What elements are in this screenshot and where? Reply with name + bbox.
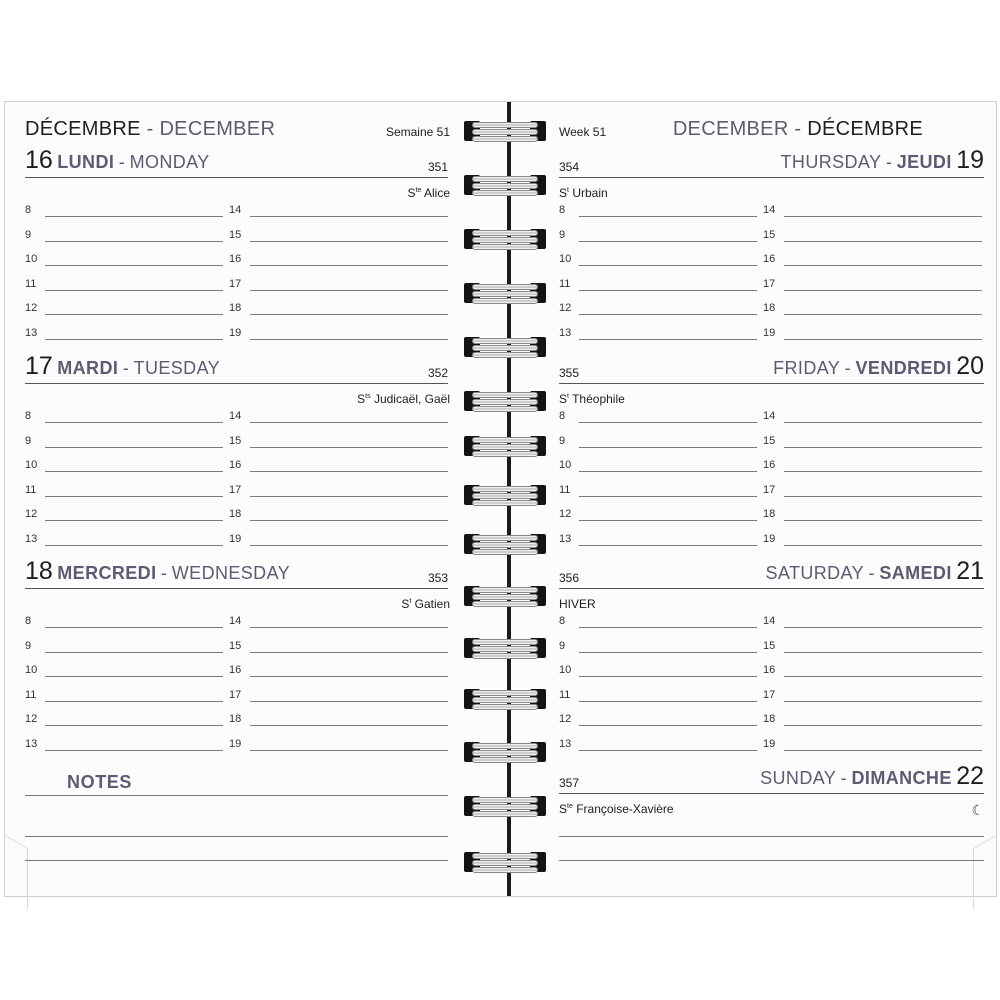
day-of-year: 357 <box>559 776 580 790</box>
month-fr: DÉCEMBRE <box>807 118 923 140</box>
hour-line <box>250 701 448 702</box>
ring-wire <box>472 587 538 593</box>
ring-wire <box>472 183 538 189</box>
hour-line <box>45 627 223 628</box>
ring-wire <box>472 697 538 703</box>
hour-number: 19 <box>763 532 776 545</box>
hour-number: 17 <box>763 688 776 701</box>
hour-number: 13 <box>25 326 38 339</box>
ring-wire <box>472 594 538 600</box>
saint-superscript: t <box>409 598 412 605</box>
hour-line <box>579 701 757 702</box>
day-of-year: 351 <box>427 160 448 174</box>
saint-name <box>357 392 450 406</box>
spiral-ring <box>464 226 546 252</box>
day-separator: - <box>885 152 893 172</box>
day-of-year: 352 <box>427 366 448 380</box>
saint-prefix: S <box>559 802 568 816</box>
ring-wire <box>472 500 538 506</box>
hour-number: 8 <box>559 410 566 422</box>
day-header <box>25 146 448 178</box>
hour-line <box>250 471 448 472</box>
saint-prefix: S <box>401 597 410 611</box>
ring-wire <box>472 743 538 749</box>
hour-line <box>250 627 448 628</box>
hour-number: 16 <box>229 664 242 676</box>
hour-line <box>250 520 448 521</box>
day-name-en: MONDAY <box>129 152 210 172</box>
day-number: 20 <box>956 352 984 380</box>
hour-number: 9 <box>559 639 566 652</box>
hour-line <box>45 241 223 242</box>
hour-line <box>250 676 448 677</box>
notes-line <box>25 836 448 837</box>
notes-line <box>25 860 448 861</box>
hour-line <box>579 652 757 653</box>
hour-number: 17 <box>229 483 242 496</box>
hour-number: 11 <box>25 483 37 496</box>
month-en: DECEMBER <box>672 118 789 140</box>
hour-line <box>45 520 223 521</box>
ring-wire <box>472 338 538 344</box>
hour-number: 10 <box>25 459 38 471</box>
month-separator: - <box>794 118 802 140</box>
hour-number: 19 <box>229 737 242 750</box>
notes-line <box>559 860 984 861</box>
hour-line <box>250 241 448 242</box>
ring-wire <box>472 122 538 128</box>
ring-wire <box>472 646 538 652</box>
hour-number: 12 <box>559 302 572 314</box>
ring-wire <box>472 437 538 443</box>
hour-line <box>45 725 223 726</box>
ring-wire <box>472 244 538 250</box>
hour-line <box>579 725 757 726</box>
spiral-ring <box>464 849 546 875</box>
hour-line <box>579 750 757 751</box>
ring-wire <box>472 345 538 351</box>
saint-prefix: S <box>357 392 366 406</box>
hour-number: 17 <box>229 688 242 701</box>
hour-number: 13 <box>559 326 572 339</box>
month-header-left <box>25 118 275 141</box>
day-title <box>25 557 290 586</box>
saint-superscript: t <box>567 393 569 400</box>
hour-number: 9 <box>25 228 32 241</box>
spiral-ring <box>464 583 546 609</box>
planner-spread <box>4 101 997 897</box>
hour-number: 14 <box>763 615 776 627</box>
hour-number: 17 <box>229 277 242 290</box>
hour-number: 13 <box>25 532 38 545</box>
ring-wire <box>472 860 538 866</box>
hour-number: 13 <box>25 737 38 750</box>
spiral-ring <box>464 172 546 198</box>
saint-prefix: S <box>407 186 416 200</box>
ring-wire <box>472 352 538 358</box>
day-separator: - <box>840 768 848 788</box>
hour-number: 11 <box>559 688 571 701</box>
day-name-en: SUNDAY <box>760 768 837 788</box>
hour-number: 18 <box>229 302 242 314</box>
hour-line <box>45 471 223 472</box>
hour-line <box>45 750 223 751</box>
day-header <box>25 557 448 589</box>
hour-line <box>784 676 982 677</box>
day-name-fr: VENDREDI <box>855 358 952 378</box>
hour-number: 16 <box>763 664 776 676</box>
hour-number: 12 <box>25 508 38 520</box>
day-title <box>25 146 210 175</box>
hour-line <box>45 422 223 423</box>
day-name-fr: MERCREDI <box>57 563 157 583</box>
ring-wire <box>472 542 538 548</box>
hour-line <box>45 290 223 291</box>
hour-line <box>250 290 448 291</box>
ring-wire <box>472 757 538 763</box>
hour-number: 15 <box>763 228 776 241</box>
hour-number: 16 <box>229 459 242 471</box>
hour-number: 12 <box>559 713 572 725</box>
ring-wire <box>472 129 538 135</box>
day-name-fr: MARDI <box>57 358 119 378</box>
hour-line <box>250 216 448 217</box>
day-of-year: 356 <box>559 571 580 585</box>
saint-superscript: te <box>415 187 422 194</box>
spiral-ring <box>464 482 546 508</box>
day-header <box>559 762 984 794</box>
day-name-en: TUESDAY <box>133 358 221 378</box>
hour-number: 9 <box>25 639 32 652</box>
saint-text: Alice <box>423 186 450 200</box>
ring-wire <box>472 535 538 541</box>
left-page <box>5 102 460 896</box>
hour-number: 10 <box>25 253 38 265</box>
hour-line <box>45 265 223 266</box>
hour-number: 16 <box>229 253 242 265</box>
ring-wire <box>472 653 538 659</box>
hour-number: 9 <box>559 434 566 447</box>
spiral-ring <box>464 280 546 306</box>
hour-line <box>250 496 448 497</box>
month-separator: - <box>146 118 154 140</box>
hour-number: 15 <box>229 639 242 652</box>
day-number: 17 <box>25 352 53 380</box>
hour-number: 10 <box>25 664 38 676</box>
spiral-binding <box>460 102 549 896</box>
ring-wire <box>472 406 538 412</box>
day-name-fr: SAMEDI <box>879 563 952 583</box>
hour-line <box>250 339 448 340</box>
hour-number: 8 <box>559 615 566 627</box>
week-label-left: Semaine 51 <box>385 125 450 139</box>
day-number: 18 <box>25 557 53 585</box>
month-en: DECEMBER <box>159 118 276 140</box>
hour-line <box>784 652 982 653</box>
day-name-fr: LUNDI <box>57 152 115 172</box>
hour-number: 18 <box>229 713 242 725</box>
spiral-ring <box>464 531 546 557</box>
ring-wire <box>472 493 538 499</box>
hour-line <box>45 676 223 677</box>
ring-wire <box>472 230 538 236</box>
day-header <box>25 352 448 384</box>
ring-wire <box>472 867 538 873</box>
hour-number: 17 <box>763 277 776 290</box>
ring-wire <box>472 291 538 297</box>
ring-wire <box>472 176 538 182</box>
day-number: 16 <box>25 146 53 174</box>
ring-wire <box>472 690 538 696</box>
hour-line <box>45 314 223 315</box>
day-name-fr: JEUDI <box>896 152 952 172</box>
day-title <box>760 762 984 791</box>
hour-number: 18 <box>763 302 776 314</box>
day-number: 19 <box>956 146 984 174</box>
day-separator: - <box>160 563 168 583</box>
hour-line <box>45 496 223 497</box>
hour-number: 11 <box>559 483 571 496</box>
spiral-ring <box>464 793 546 819</box>
spiral-ring <box>464 118 546 144</box>
spiral-ring <box>464 433 546 459</box>
hour-number: 16 <box>763 253 776 265</box>
saint-name <box>401 597 450 611</box>
moon-phase-icon: ☾ <box>971 802 984 818</box>
day-of-year: 353 <box>427 571 448 585</box>
hour-number: 8 <box>559 204 566 216</box>
day-name-en: THURSDAY <box>780 152 882 172</box>
hour-number: 8 <box>25 615 32 627</box>
saint-text: Théophile <box>572 392 625 406</box>
saint-text: Françoise-Xavière <box>576 802 674 816</box>
ring-wire <box>472 704 538 710</box>
hour-number: 10 <box>559 459 572 471</box>
notes-line <box>559 836 984 837</box>
saint-text: Judicaël, Gaël <box>373 392 450 406</box>
hour-line <box>784 725 982 726</box>
ring-wire <box>472 750 538 756</box>
hour-number: 10 <box>559 253 572 265</box>
hour-number: 15 <box>229 228 242 241</box>
day-title <box>25 352 220 381</box>
ring-wire <box>472 284 538 290</box>
hour-line <box>45 216 223 217</box>
hour-number: 10 <box>559 664 572 676</box>
hour-line <box>784 750 982 751</box>
hour-line <box>45 701 223 702</box>
ring-wire <box>472 451 538 457</box>
hour-line <box>784 627 982 628</box>
hour-line <box>784 701 982 702</box>
hour-number: 13 <box>559 737 572 750</box>
hour-number: 14 <box>763 410 776 422</box>
ring-wire <box>472 601 538 607</box>
notes-title: NOTES <box>67 772 133 792</box>
hour-number: 14 <box>229 410 242 422</box>
day-name-en: FRIDAY <box>773 358 841 378</box>
saint-superscript: t <box>567 187 569 194</box>
day-separator: - <box>122 358 130 378</box>
ring-wire <box>472 190 538 196</box>
hour-number: 19 <box>229 326 242 339</box>
hour-line <box>250 750 448 751</box>
hour-number: 14 <box>763 204 776 216</box>
ring-wire <box>472 853 538 859</box>
hour-number: 18 <box>763 508 776 520</box>
hour-number: 13 <box>559 532 572 545</box>
hour-line <box>45 447 223 448</box>
day-number: 22 <box>956 762 984 790</box>
ring-wire <box>472 797 538 803</box>
hour-number: 12 <box>25 713 38 725</box>
hour-number: 15 <box>763 639 776 652</box>
hour-number: 12 <box>25 302 38 314</box>
ring-wire <box>472 298 538 304</box>
ring-wire <box>472 392 538 398</box>
saint-name <box>559 802 674 816</box>
hour-line <box>250 314 448 315</box>
day-separator: - <box>844 358 852 378</box>
ring-wire <box>472 804 538 810</box>
hour-line <box>250 545 448 546</box>
ring-wire <box>472 639 538 645</box>
day-separator: - <box>868 563 875 583</box>
month-fr: DÉCEMBRE <box>25 118 141 140</box>
day-separator: - <box>118 152 126 172</box>
hour-number: 19 <box>763 326 776 339</box>
hour-number: 14 <box>229 615 242 627</box>
saint-text: HIVER <box>559 597 596 611</box>
spiral-ring <box>464 334 546 360</box>
day-name-en: WEDNESDAY <box>171 563 291 583</box>
hour-number: 16 <box>763 459 776 471</box>
hour-line <box>250 265 448 266</box>
day-name-fr: DIMANCHE <box>851 768 952 788</box>
hour-number: 8 <box>25 204 32 216</box>
day-name-en: SATURDAY <box>765 563 865 583</box>
hour-number: 12 <box>559 508 572 520</box>
spiral-ring <box>464 635 546 661</box>
hour-number: 17 <box>763 483 776 496</box>
day-of-year: 354 <box>559 160 580 174</box>
hour-line <box>45 652 223 653</box>
hour-number: 11 <box>559 277 571 290</box>
day-of-year: 355 <box>559 366 580 380</box>
hour-number: 19 <box>763 737 776 750</box>
hour-number: 8 <box>25 410 32 422</box>
saint-prefix: S <box>559 392 568 406</box>
hour-number: 18 <box>763 713 776 725</box>
hour-number: 11 <box>25 277 37 290</box>
ring-wire <box>472 136 538 142</box>
right-page <box>549 102 998 896</box>
spiral-ring <box>464 739 546 765</box>
hour-line <box>250 422 448 423</box>
hour-number: 19 <box>229 532 242 545</box>
hour-number: 14 <box>229 204 242 216</box>
ring-wire <box>472 811 538 817</box>
hour-number: 9 <box>25 434 32 447</box>
spiral-ring <box>464 686 546 712</box>
saint-name <box>407 186 450 200</box>
hour-line <box>45 545 223 546</box>
hour-line <box>250 447 448 448</box>
hour-number: 9 <box>559 228 566 241</box>
ring-wire <box>472 549 538 555</box>
ring-wire <box>472 399 538 405</box>
hour-number: 15 <box>763 434 776 447</box>
hour-number: 11 <box>25 688 37 701</box>
saint-text: Urbain <box>572 186 608 200</box>
saint-superscript: ts <box>365 393 371 400</box>
saint-superscript: te <box>567 803 573 810</box>
notes-line <box>25 795 448 796</box>
ring-wire <box>472 237 538 243</box>
hour-number: 18 <box>229 508 242 520</box>
ring-wire <box>472 444 538 450</box>
hour-line <box>579 676 757 677</box>
saint-text: Gatien <box>414 597 450 611</box>
hour-line <box>250 652 448 653</box>
day-number: 21 <box>956 557 984 585</box>
hour-line <box>579 627 757 628</box>
hour-line <box>250 725 448 726</box>
hour-number: 15 <box>229 434 242 447</box>
spiral-ring <box>464 388 546 414</box>
hour-line <box>45 339 223 340</box>
saint-prefix: S <box>559 186 568 200</box>
ring-wire <box>472 486 538 492</box>
week-label-right: Week 51 <box>559 125 607 139</box>
